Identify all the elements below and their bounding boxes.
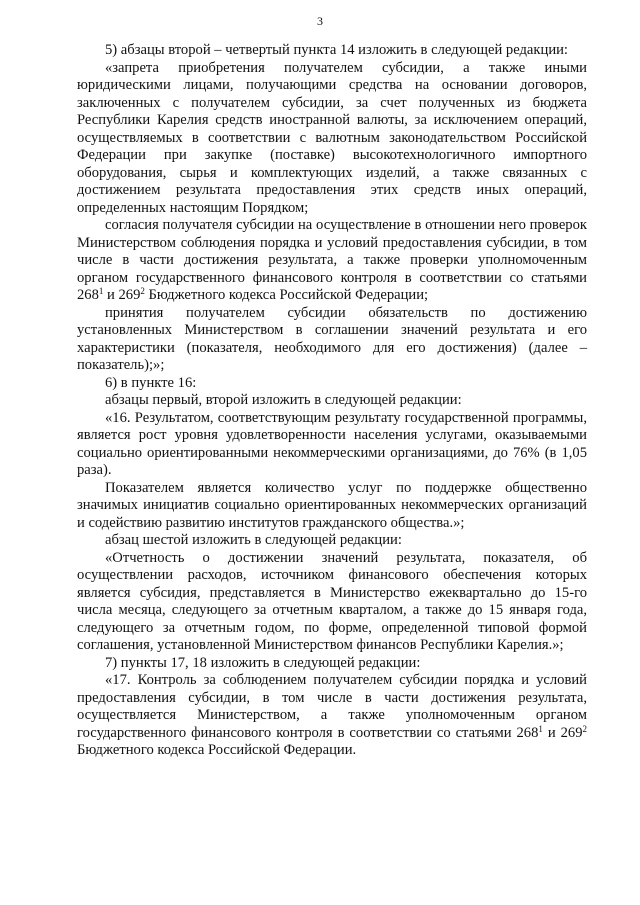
paragraph-item-6-header: 6) в пункте 16: — [105, 374, 197, 391]
paragraph-item-5-header: 5) абзацы второй – четвертый пункта 14 изложить в следующей редакции: — [105, 42, 568, 58]
paragraph-control: «17. Контроль за соблюдением получателем субсидии порядка и условий предоставления субсидии, в том числе в части достижения результата, осуществляется Министерством, а также уполномоченным органом государственного финансового контроля в соответствии со статьями $268^1$ и $269^2$ Бюджетного кодекса Российской Федерации. — [77, 672, 588, 758]
superscript: 2 — [582, 723, 588, 734]
paragraph-obligations: принятия получателем субсидии обязательств по достижению установленных Министерством в соглашении значений результата и его характеристики (показателя, необходимого для его достижения) (далее – показатель);»; — [77, 304, 587, 373]
page-number: 3 — [317, 14, 323, 28]
superscript: 1 — [538, 723, 543, 734]
paragraph-currency-ban: «запрета приобретения получателем субсидии, а также иными юридическими лицами, получающими средства на основании договоров, заключенных с получателем субсидии, за счет полученных из бюджета Республики Карелия средств иностранной валюты, за исключением операций, осуществляемых в соответствии с валютным законодательством Российской Федерации при закупке (поставке) высокотехнологичного импортного оборудования, сырья и комплектующих изделий, а также связанных с достижением результата предоставления этих средств иных операций, определенных настоящим Порядком; — [77, 59, 587, 216]
paragraph-reporting: «Отчетность о достижении значений результата, показателя, об осуществлении расходов, источником финансового обеспечения которых является субсидия, представляется в Министерство ежеквартально до 15-го числа месяца, следующего за отчетным кварталом, а также до 15 января года, следующего за отчетным годом, по форме, определенной типовой формой соглашения, установленной Министерством финансов Республики Карелия.»; — [77, 549, 587, 653]
document-body — [77, 42, 587, 760]
paragraph-item-7-header: 7) пункты 17, 18 изложить в следующей редакции: — [105, 654, 421, 671]
paragraph-item-6-instruction: абзацы первый, второй изложить в следующей редакции: — [105, 392, 462, 408]
paragraph-result: «16. Результатом, соответствующим результату государственной программы, является рост уровня удовлетворенности населения услугами, оказываемыми социально ориентированными некоммерческими организациями, до 76% (в 1,05 раза). — [77, 409, 587, 478]
superscript: 1 — [98, 286, 104, 296]
paragraph-indicator: Показателем является количество услуг по поддержке общественно значимых инициатив социально ориентированных некоммерческих организаций и содействию развитию институтов гражданского общества.»; — [77, 479, 587, 531]
paragraph-audit-consent: согласия получателя субсидии на осуществление в отношении него проверок Министерством соблюдения порядка и условий предоставления субсидии, в том числе в части достижения результата, а также проверки уполномоченным органом государственного финансового контроля в соответствии со статьями $268^1$ и $269^2$ Бюджетного кодекса Российской Федерации; — [77, 217, 587, 303]
paragraph-sixth-instruction: абзац шестой изложить в следующей редакции: — [105, 532, 402, 548]
superscript: 2 — [140, 286, 145, 296]
